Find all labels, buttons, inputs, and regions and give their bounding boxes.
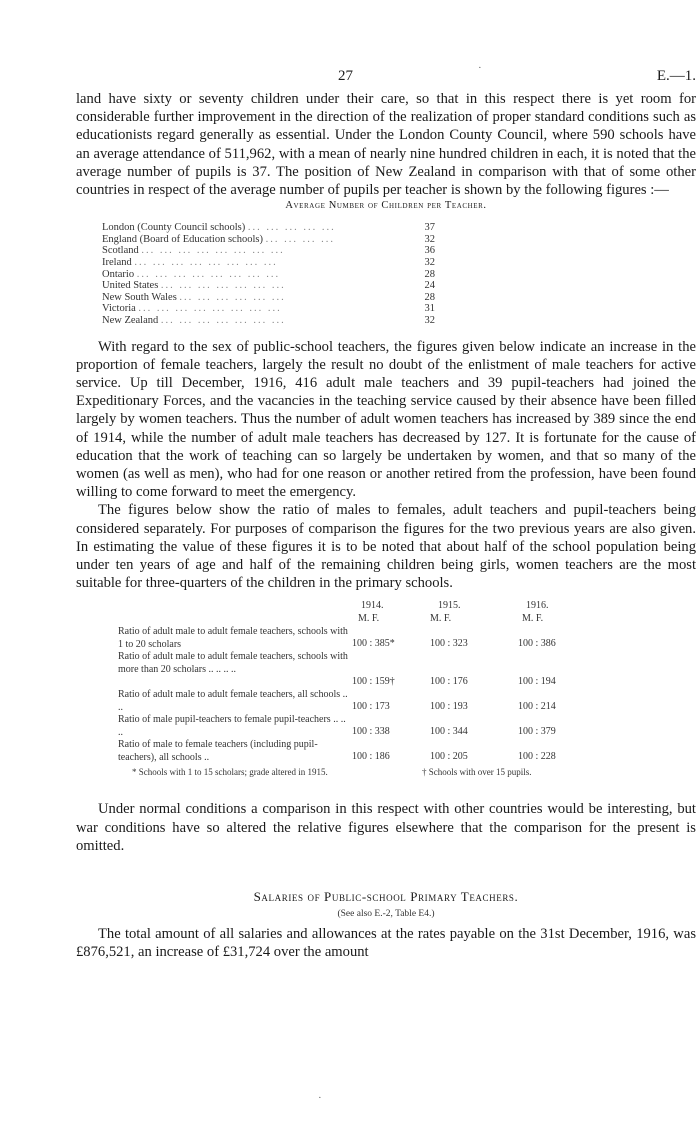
ratio-value: 32	[424, 257, 435, 268]
table-row	[102, 222, 435, 234]
ratio-value: 36	[424, 245, 435, 257]
ratio-value: 28	[424, 291, 435, 303]
page-header	[76, 68, 696, 90]
ratio-value: 24	[424, 280, 435, 292]
ratio-1915: 100 : 193	[430, 701, 468, 713]
ratio-1914: 100 : 186	[352, 751, 390, 763]
footnote-asterisk: * Schools with 1 to 15 scholars; grade altered in 1915.	[132, 767, 328, 778]
margin-mark: ·	[478, 62, 482, 74]
page-number: 27	[338, 68, 353, 84]
section-title	[76, 889, 696, 905]
country-label: United States	[102, 280, 159, 292]
table-row	[102, 292, 435, 304]
ratio-value: 37	[424, 222, 435, 234]
ratio-1914: 100 : 385*	[352, 638, 395, 650]
table-row	[102, 257, 435, 269]
table-row	[102, 315, 435, 327]
year-1916: 1916.	[526, 600, 549, 612]
country-label: Scotland	[102, 245, 139, 257]
country-label: New Zealand	[102, 314, 159, 326]
country-label: Ireland	[102, 257, 132, 268]
paragraph-4: Under normal conditions a comparison in this respect with other countries would be interesting, but war conditions have so altered the relative figures elsewhere that the comparison for the present is omitted.	[76, 801, 696, 854]
ratio-row-label: Ratio of male to female teachers (including pupil-teachers), all schools ..	[118, 739, 318, 763]
country-label: New South Wales	[102, 291, 177, 303]
country-label: Victoria	[102, 303, 136, 315]
section-subtitle: (See also E.-2, Table E4.)	[337, 909, 435, 920]
footnote-dagger: † Schools with over 15 pupils.	[422, 767, 532, 778]
leader-dots: ... ... ... ... ... ...	[179, 291, 286, 303]
leader-dots: ... ... ... ... ... ... ... ...	[136, 268, 281, 280]
document-reference: E.—1.	[656, 68, 696, 84]
leader-dots: ... ... ... ... ... ... ... ...	[134, 257, 278, 268]
table1-caption	[76, 199, 696, 212]
ratio-value: 31	[424, 303, 435, 315]
table-row	[102, 280, 435, 292]
pupils-per-teacher-table	[102, 222, 435, 326]
paragraph-5: The total amount of all salaries and allowances at the rates payable on the 31st December, 1916, was £876,521, an increase of £31,724 over the amount	[76, 926, 696, 961]
ratio-value: 32	[424, 233, 435, 245]
paragraph-1: land have sixty or seventy children under their care, so that in this respect there is yet room for considerable further improvement in the direction of the realization of proper standard conditions such as educationists regard generally as essential. Under the London County Council, where 590 schools have an average attendance of 511,962, with a mean of nearly nine hundred children in each, it is noted that the average number of pupils is 37. The position of New Zealand in comparison with that of some other countries in respect of the average number of pupils per teacher is shown by the following figures :—	[76, 91, 696, 199]
ratio-1914: 100 : 159†	[352, 676, 395, 688]
leader-dots: ... ... ... ... ... ... ...	[160, 280, 286, 292]
ratio-table-header	[76, 600, 696, 626]
ratio-table-footnotes	[76, 767, 696, 783]
ratio-row-label: Ratio of adult male to adult female teachers, all schools .. ..	[118, 689, 348, 713]
ratio-1916: 100 : 228	[518, 751, 556, 763]
ratio-1914: 100 : 338	[352, 726, 390, 738]
leader-dots: ... ... ... ... ... ... ... ...	[141, 245, 285, 257]
country-label: London (County Council schools)	[102, 222, 246, 234]
ratio-value: 28	[424, 268, 435, 280]
table-row	[102, 245, 435, 257]
ratio-value: 32	[424, 314, 435, 326]
paragraph-3: The figures below show the ratio of males to females, adult teachers and pupil-teachers being considered separately. For purposes of comparison the figures for the two previous years are also given. In estimating the value of these figures it is to be noted that about half of the school population being under ten years of age and half of the remaining children being girls, women teachers are the most suitable for three-quarters of the children in the primary schools.	[76, 502, 696, 592]
mf-1915: M. F.	[430, 613, 452, 625]
paragraph-2: With regard to the sex of public-school teachers, the figures given below indicate an increase in the proportion of female teachers, largely the result no doubt of the enlistment of male teachers for active service. Up till December, 1916, 416 adult male teachers and 39 pupil-teachers had joined the Expeditionary Forces, and the vacancies in the teaching service caused by their absence have been filled largely by women teachers. Thus the number of adult women teachers has increased by 389 since the end of 1914, while the number of adult male teachers has decreased by 127. It is fortunate for the cause of education that the work of teaching can so largely be undertaken by women, and that so many of the women (as well as men), who had for one reason or another retired from the profession, have been found willing to come forward to meet the emergency.	[76, 338, 696, 501]
leader-dots: ... ... ... ... ...	[247, 222, 336, 234]
ratio-1915: 100 : 205	[430, 751, 468, 763]
bottom-margin-mark: ·	[318, 1092, 322, 1104]
leader-dots: ... ... ... ...	[265, 233, 335, 245]
ratio-1914: 100 : 173	[352, 701, 390, 713]
leader-dots: ... ... ... ... ... ... ... ...	[138, 303, 282, 315]
table-row	[102, 269, 435, 281]
mf-1914: M. F.	[358, 613, 380, 625]
year-1914: 1914.	[361, 600, 384, 612]
ratio-row-label: Ratio of male pupil-teachers to female pupil-teachers .. .. ..	[118, 714, 346, 738]
table-row	[102, 234, 435, 246]
ratio-1916: 100 : 386	[518, 638, 556, 650]
ratio-1916: 100 : 194	[518, 676, 556, 688]
section-title-text: Salaries of Public-school Primary Teachers.	[253, 889, 519, 905]
mf-1916: M. F.	[522, 613, 544, 625]
sex-ratio-table	[76, 626, 696, 800]
year-1915: 1915.	[438, 600, 461, 612]
table1-caption-text: Average Number of Children per Teacher.	[285, 200, 487, 212]
ratio-row-label: Ratio of adult male to adult female teachers, schools with more than 20 scholars .. .. .. ..	[118, 651, 348, 675]
leader-dots: ... ... ... ... ... ... ...	[160, 314, 286, 326]
country-label: England (Board of Education schools)	[102, 233, 263, 245]
ratio-1916: 100 : 379	[518, 726, 556, 738]
document-page	[76, 68, 696, 961]
ratio-1915: 100 : 323	[430, 638, 468, 650]
ratio-row-label: Ratio of adult male to adult female teachers, schools with 1 to 20 scholars	[118, 626, 348, 650]
country-label: Ontario	[102, 268, 135, 280]
ratio-1916: 100 : 214	[518, 701, 556, 713]
ratio-1915: 100 : 344	[430, 726, 468, 738]
ratio-1915: 100 : 176	[430, 676, 468, 688]
table-row	[102, 303, 435, 315]
